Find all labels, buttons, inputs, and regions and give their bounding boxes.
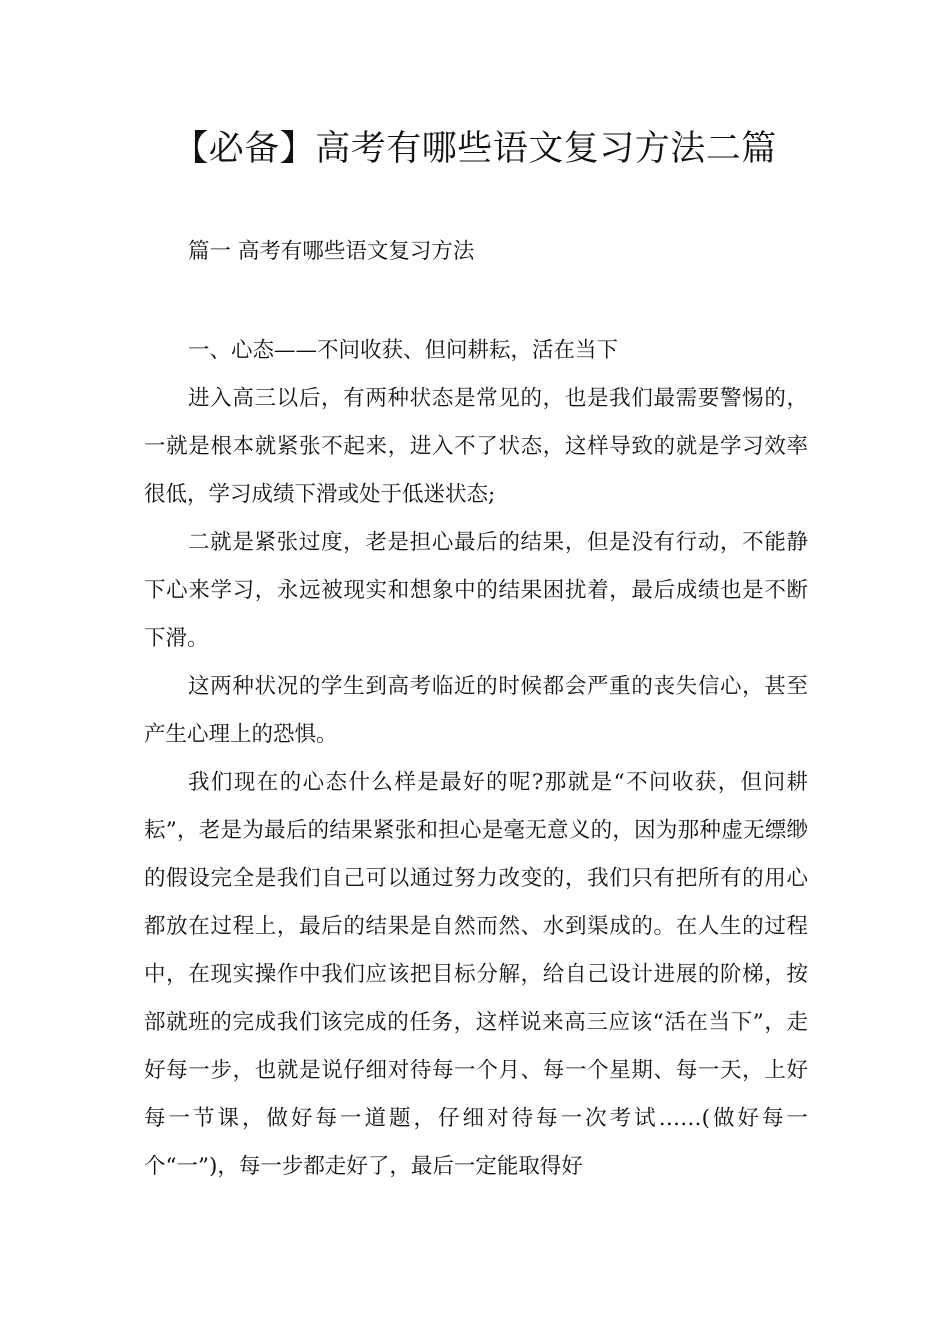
document-body [144,327,808,1191]
paragraph: 一、心态——不问收获、但问耕耘，活在当下 [188,338,619,363]
section-heading: 篇一 高考有哪些语文复习方法 [188,239,475,264]
paragraph: 这两种状况的学生到高考临近的时候都会严重的丧失信心，甚至产生心理上的恐惧。 [144,674,808,747]
paragraph: 进入高三以后，有两种状态是常见的，也是我们最需要警惕的，一就是根本就紧张不起来，进入不了状态，这样导致的就是学习效率很低，学习成绩下滑或处于低迷状态; [144,386,808,507]
paragraph: 二就是紧张过度，老是担心最后的结果，但是没有行动，不能静下心来学习，永远被现实和想象中的结果困扰着，最后成绩也是不断下滑。 [144,530,808,651]
document-title: 【必备】高考有哪些语文复习方法二篇 [173,129,777,169]
paragraph: 我们现在的心态什么样是最好的呢?那就是“不问收获，但问耕耘”，老是为最后的结果紧张和担心是毫无意义的，因为那种虚无缥缈的假设完全是我们自己可以通过努力改变的，我们只有把所有的用心都放在过程上，最后的结果是自然而然、水到渠成的。在人生的过程中，在现实操作中我们应该把目标分解，给自己设计进展的阶梯，按部就班的完成我们该完成的任务，这样说来高三应该“活在当下”，走好每一步，也就是说仔细对待每一个月、每一个星期、每一天，上好每一节课，做好每一道题，仔细对待每一次考试……(做好每一个“一”)，每一步都走好了，最后一定能取得好 [144,770,808,1179]
